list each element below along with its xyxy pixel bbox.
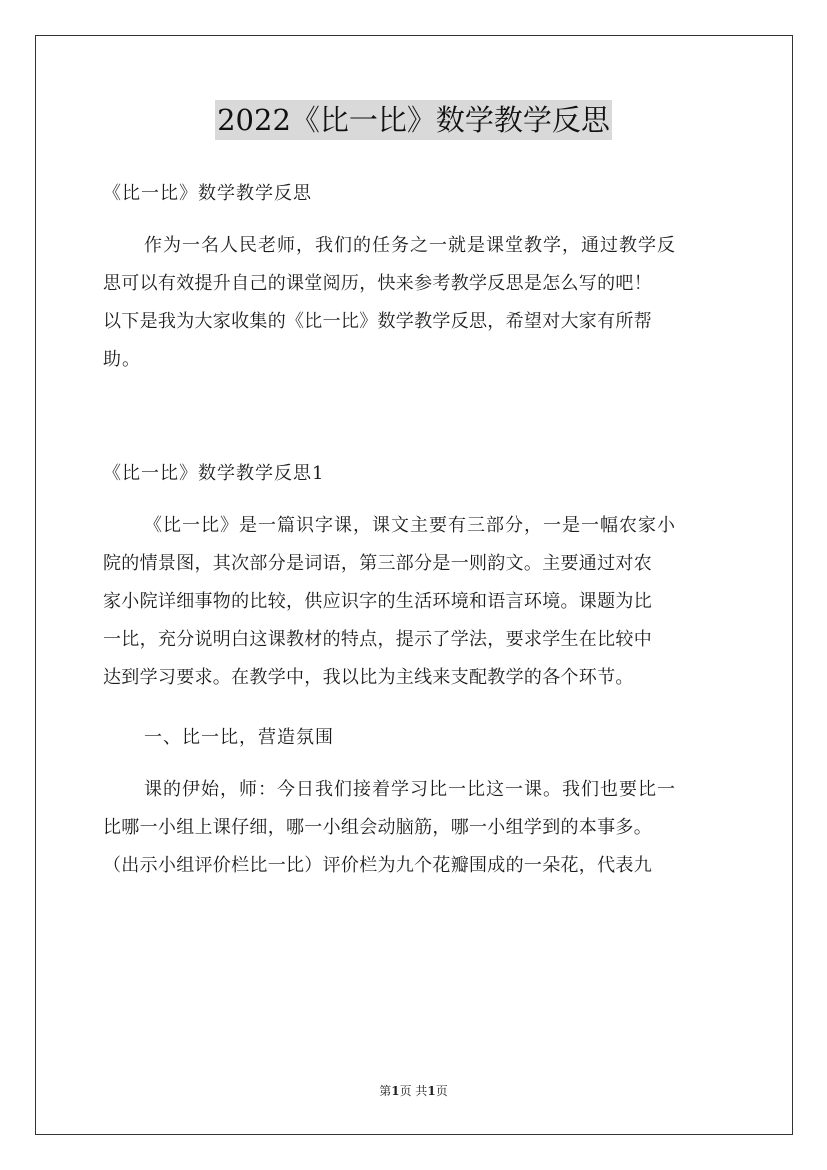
title-container (0, 100, 827, 140)
paragraph-line: 以下是我为大家收集的《比一比》数学教学反思，希望对大家有所帮 (103, 311, 652, 332)
page-footer (0, 1082, 827, 1099)
paragraph-line: 《比一比》是一篇识字课，课文主要有三部分，一是一幅农家小 (144, 515, 676, 536)
section-spacer (103, 401, 728, 455)
paragraph-line: 思可以有效提升自己的课堂阅历，快来参考教学反思是怎么写的吧！ (103, 273, 652, 294)
paragraph-line: 助。 (103, 349, 141, 370)
document-subtitle: 《比一比》数学教学反思 (103, 183, 312, 204)
paragraph-line: 比哪一小组上课仔细，哪一小组会动脑筋，哪一小组学到的本事多。 (103, 817, 652, 838)
page-label-prefix: 第 (379, 1084, 392, 1098)
paragraph-line: 达到学习要求。在教学中，我以比为主线来支配教学的各个环节。 (103, 667, 634, 688)
paragraph-line: （出示小组评价栏比一比）评价栏为九个花瓣围成的一朵花，代表九 (103, 855, 652, 876)
paragraph-line: 课的伊始，师：今日我们接着学习比一比这一课。我们也要比一 (144, 779, 676, 800)
paragraph-line: 作为一名人民老师，我们的任务之一就是课堂教学，通过教学反 (144, 235, 676, 256)
section-heading: 《比一比》数学教学反思1 (103, 463, 325, 484)
page-total-number: 1 (427, 1084, 436, 1098)
page-label-suffix: 页 (435, 1084, 448, 1098)
page-current-number: 1 (391, 1084, 400, 1098)
point-paragraph (103, 771, 728, 885)
section-paragraph (103, 507, 728, 697)
paragraph-line: 家小院详细事物的比较，供应识字的生活环境和语言环境。课题为比 (103, 591, 652, 612)
paragraph-line: 院的情景图，其次部分是词语，第三部分是一则韵文。主要通过对农 (103, 553, 652, 574)
paragraph-line: 一比，充分说明白这课教材的特点，提示了学法，要求学生在比较中 (103, 629, 652, 650)
document-body (103, 175, 728, 907)
point-heading: 一、比一比，营造氛围 (144, 727, 334, 748)
intro-paragraph (103, 227, 728, 379)
document-title: 2022《比一比》数学教学反思 (215, 100, 612, 140)
page-label-mid: 页 共 (399, 1084, 428, 1098)
